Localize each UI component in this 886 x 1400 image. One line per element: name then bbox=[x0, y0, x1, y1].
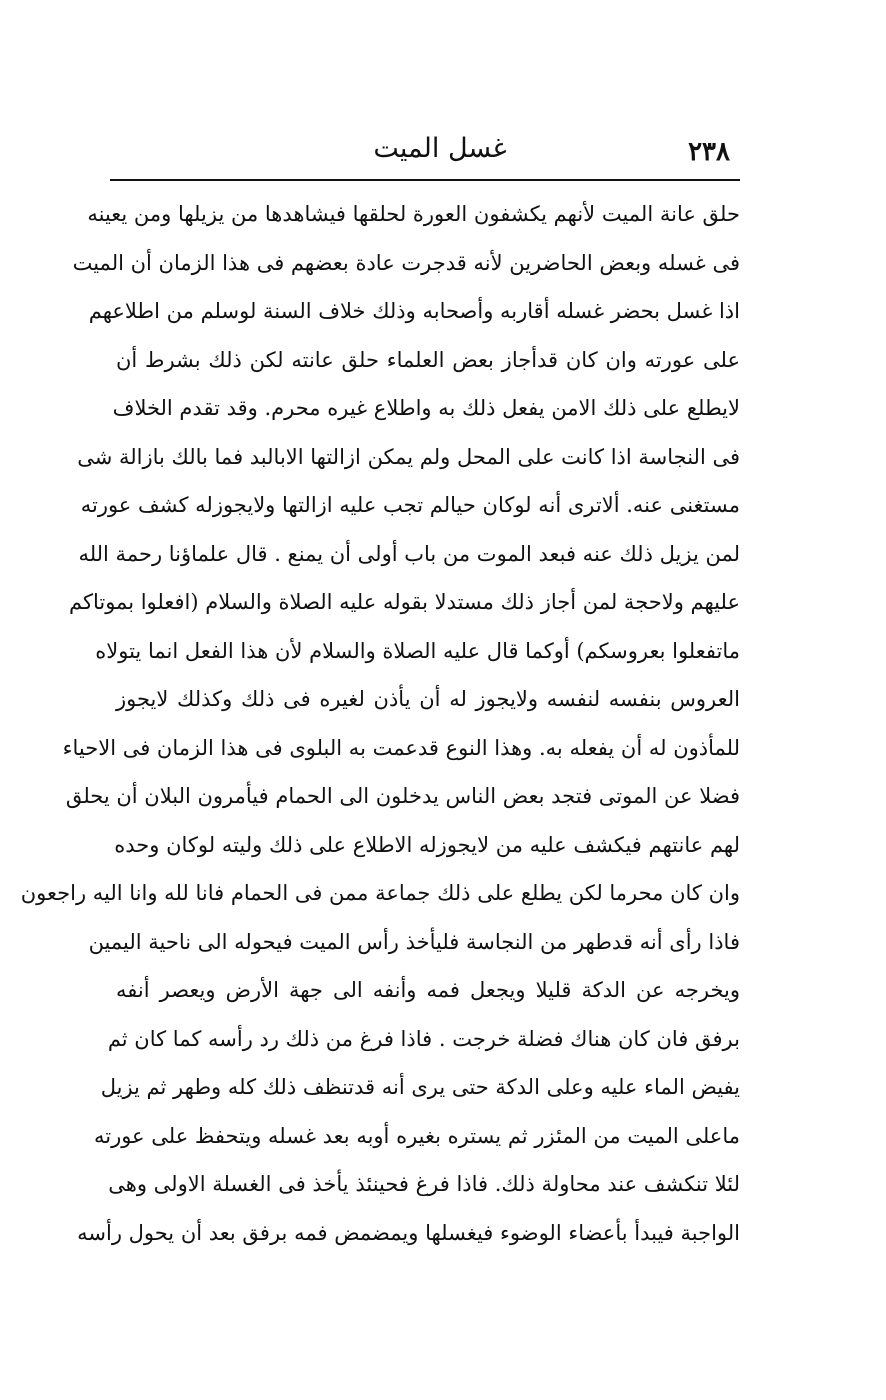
page-header bbox=[110, 133, 740, 179]
text-line: عليهم ولاحجة لمن أجاز ذلك مستدلا بقوله عليه الصلاة والسلام (افعلوا بموتاكم bbox=[68, 590, 740, 614]
text-line: للمأذون له أن يفعله به. وهذا النوع قدعمت به البلوى فى هذا الزمان فى الاحياء bbox=[62, 735, 740, 760]
text-line: لمن يزيل ذلك عنه فبعد الموت من باب أولى أن يمنع . قال علماؤنا رحمة الله bbox=[78, 541, 740, 566]
text-line: ماعلى الميت من المئزر ثم يستره بغيره أوبه بعد غسله ويتحفظ على عورته bbox=[93, 1123, 740, 1148]
text-line: على عورته وان كان قدأجاز بعض العلماء حلق عانته لكن ذلك بشرط أن bbox=[116, 347, 740, 372]
text-line: وان كان محرما لكن يطلع على ذلك جماعة ممن فى الحمام فانا لله وانا اليه راجعون bbox=[20, 881, 740, 905]
text-line: ويخرجه عن الدكة قليلا ويجعل فمه وأنفه الى جهة الأرض ويعصر أنفه bbox=[116, 978, 740, 1002]
text-line: لهم عانتهم فيكشف عليه من لايجوزله الاطلاع على ذلك وليته لوكان وحده bbox=[114, 832, 740, 857]
text-line: مستغنى عنه. ألاترى أنه لوكان حيالم تجب عليه ازالتها ولايجوزله كشف عورته bbox=[80, 493, 740, 517]
text-line: اذا غسل بحضر غسله أقاربه وأصحابه وذلك خلاف السنة لوسلم من اطلاعهم bbox=[88, 299, 740, 323]
text-line: العروس بنفسه لنفسه ولايجوز له أن يأذن لغيره فى ذلك وكذلك لايجوز bbox=[116, 687, 740, 711]
text-line: برفق فان كان هناك فضلة خرجت . فاذا فرغ من ذلك رد رأسه كما كان ثم bbox=[107, 1026, 740, 1051]
text-line: الواجبة فيبدأ بأعضاء الوضوء فيغسلها ويمضمض فمه برفق بعد أن يحول رأسه bbox=[77, 1220, 740, 1245]
header-rule bbox=[110, 179, 740, 181]
text-line: لئلا تنكشف عند محاولة ذلك. فاذا فرغ فحينئذ يأخذ فى الغسلة الاولى وهى bbox=[108, 1172, 740, 1196]
body-text bbox=[20, 190, 740, 1257]
text-line: فاذا رأى أنه قدطهر من النجاسة فليأخذ رأس الميت فيحوله الى ناحية اليمين bbox=[88, 929, 740, 954]
text-line: حلق عانة الميت لأنهم يكشفون العورة لحلقها فيشاهدها من يزيلها ومن يعينه bbox=[87, 202, 740, 226]
running-title: غسل الميت bbox=[373, 133, 507, 164]
text-line: ماتفعلوا بعروسكم) أوكما قال عليه الصلاة والسلام لأن هذا الفعل انما يتولاه bbox=[95, 638, 740, 663]
text-line: فى غسله وبعض الحاضرين لأنه قدجرت عادة بعضهم فى هذا الزمان أن الميت bbox=[72, 250, 740, 275]
text-line: لايطلع على ذلك الامن يفعل ذلك به واطلاع غيره محرم. وقد تقدم الخلاف bbox=[112, 396, 740, 420]
text-line: يفيض الماء عليه وعلى الدكة حتى يرى أنه قدتنظف ذلك كله وطهر ثم يزيل bbox=[100, 1075, 740, 1099]
page-number: ٢٣٨ bbox=[688, 137, 730, 167]
text-line: فضلا عن الموتى فتجد بعض الناس يدخلون الى الحمام فيأمرون البلان أن يحلق bbox=[65, 784, 740, 808]
text-line: فى النجاسة اذا كانت على المحل ولم يمكن ازالتها الابالبد فما بالك بازالة شى bbox=[77, 444, 740, 469]
